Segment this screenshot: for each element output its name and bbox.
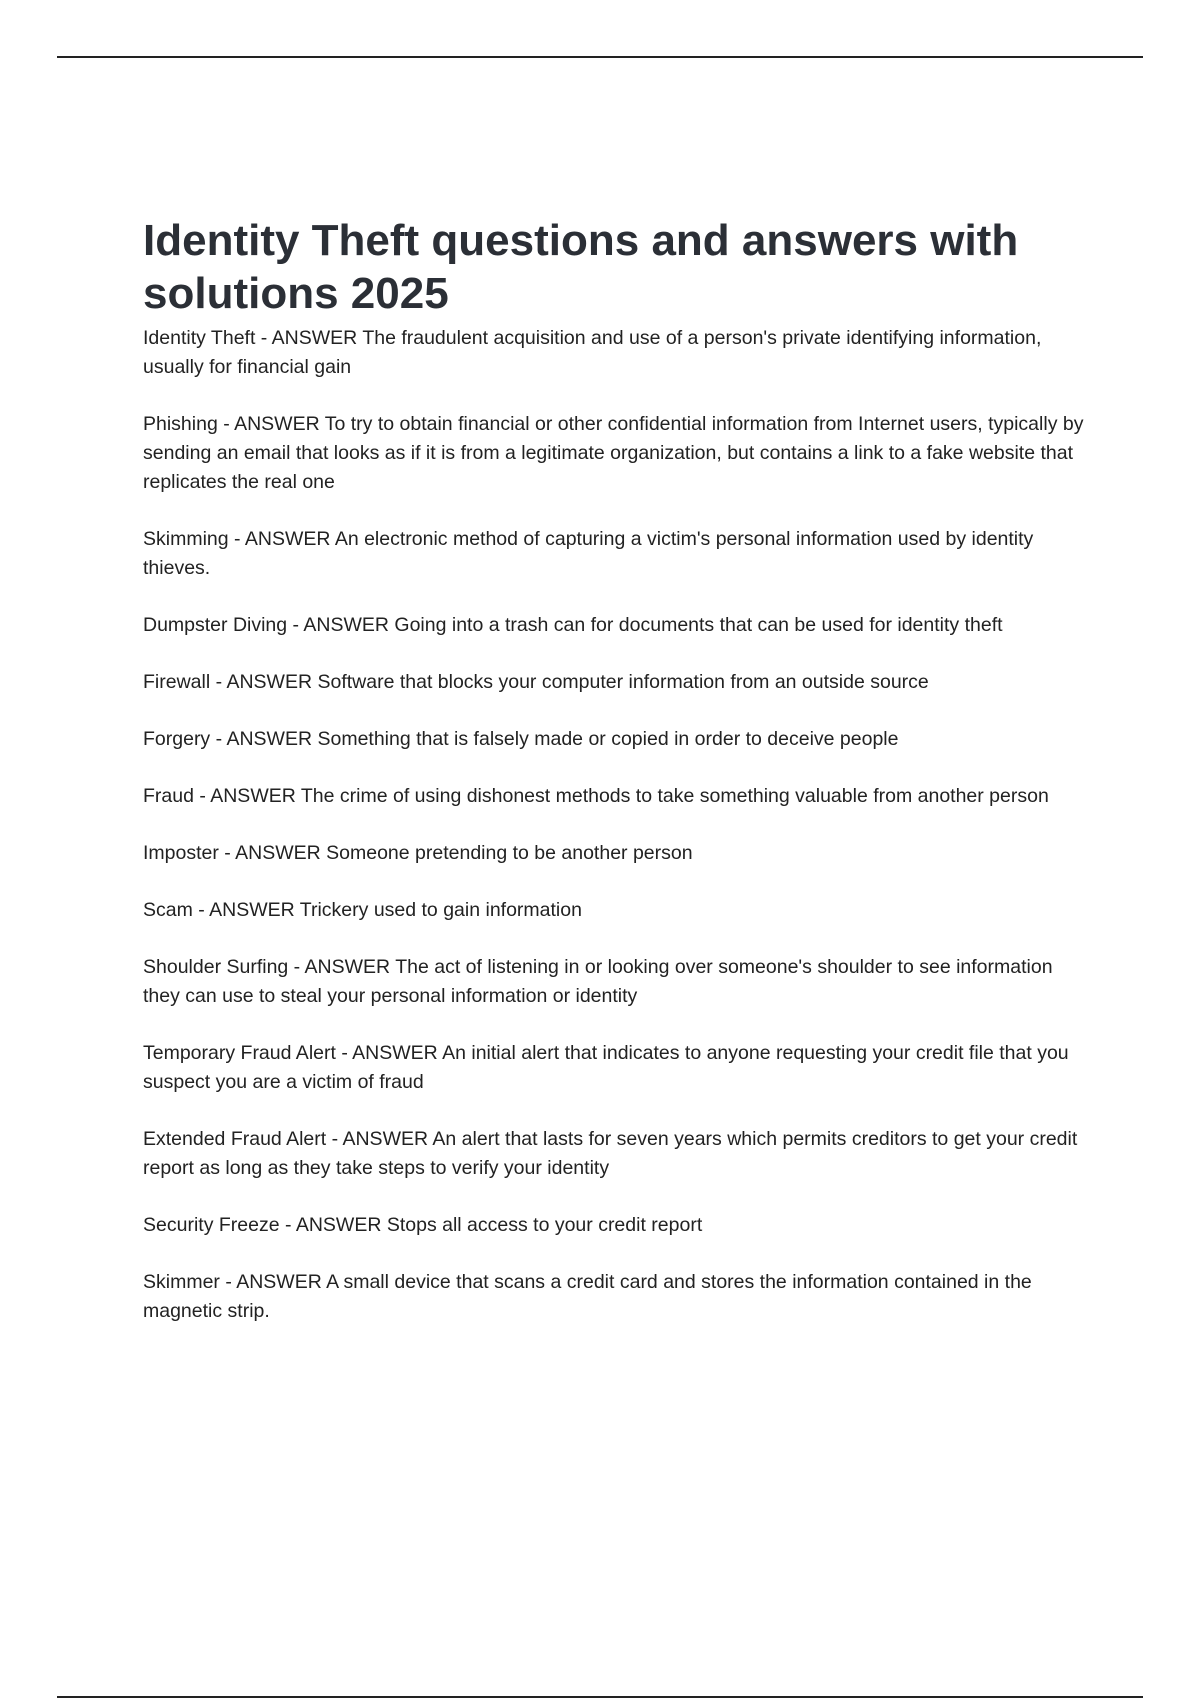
qa-answer-label: ANSWER [342,1128,429,1150]
qa-definition: A small device that scans a credit card and stores the information contained in the magnetic strip. [143,1271,1032,1322]
qa-list [143,324,1088,1326]
qa-separator: - [335,1042,353,1064]
qa-term: Skimming [143,528,229,550]
qa-term: Phishing [143,413,218,435]
document-title: Identity Theft questions and answers with solutions 2025 [143,216,1019,318]
qa-answer-label: ANSWER [236,1271,322,1293]
qa-term: Fraud [143,785,194,807]
qa-answer-label: ANSWER [352,1042,438,1064]
page-bottom-rule [57,1696,1143,1698]
qa-item [143,668,1088,697]
qa-separator: - [326,1128,343,1150]
qa-separator: - [288,956,305,978]
qa-definition: An electronic method of capturing a victim's personal information used by identity thieves. [143,528,1034,579]
qa-answer-label: ANSWER [234,413,320,435]
qa-item [143,896,1088,925]
qa-definition: An alert that lasts for seven years which permits creditors to get your credit report as long as they take steps to verify your identity [143,1128,1078,1179]
qa-answer-label: ANSWER [303,614,389,636]
qa-term: Imposter [143,842,219,864]
qa-answer-label: ANSWER [226,671,313,693]
qa-term: Shoulder Surfing [143,956,289,978]
qa-item [143,525,1088,583]
qa-answer-label: ANSWER [235,842,321,864]
qa-answer-label: ANSWER [210,785,296,807]
qa-answer-label: ANSWER [304,956,391,978]
qa-separator: - [279,1214,296,1236]
qa-definition: The act of listening in or looking over someone's shoulder to see information they can use to steal your personal information or identity [143,956,1053,1007]
document-body [143,214,1088,1354]
qa-definition: The fraudulent acquisition and use of a person's private identifying information, usually for financial gain [143,327,1042,378]
qa-separator: - [193,785,211,807]
qa-separator: - [210,728,227,750]
qa-separator: - [218,842,236,864]
qa-definition: Trickery used to gain information [299,899,582,921]
qa-item [143,839,1088,868]
qa-separator: - [228,528,245,550]
qa-term: Temporary Fraud Alert [143,1042,336,1064]
qa-definition: Stops all access to your credit report [386,1214,703,1236]
qa-separator: - [219,1271,237,1293]
qa-item [143,953,1088,1011]
qa-separator: - [255,327,272,349]
qa-answer-label: ANSWER [226,728,313,750]
qa-item [143,725,1088,754]
qa-item [143,611,1088,640]
qa-answer-label: ANSWER [244,528,331,550]
qa-separator: - [192,899,210,921]
qa-definition: The crime of using dishonest methods to take something valuable from another person [300,785,1049,807]
qa-item [143,324,1088,382]
qa-definition: Something that is falsely made or copied in order to deceive people [317,728,899,750]
qa-term: Forgery [143,728,211,750]
qa-term: Identity Theft [143,327,256,349]
qa-separator: - [217,413,235,435]
qa-term: Skimmer [143,1271,220,1293]
qa-definition: Someone pretending to be another person [326,842,693,864]
qa-term: Security Freeze [143,1214,280,1236]
page-top-rule [57,56,1143,58]
qa-item [143,782,1088,811]
qa-term: Extended Fraud Alert [143,1128,327,1150]
qa-definition: To try to obtain financial or other confidential information from Internet users, typically by sending an email that looks as if it is from a legitimate organization, but contains a link to a fake website that replicates the real one [143,413,1084,493]
qa-definition: Software that blocks your computer information from an outside source [317,671,929,693]
qa-item [143,1268,1088,1326]
qa-term: Dumpster Diving [143,614,288,636]
qa-item [143,410,1088,497]
qa-answer-label: ANSWER [295,1214,382,1236]
qa-separator: - [210,671,227,693]
qa-item [143,1039,1088,1097]
qa-term: Firewall [143,671,211,693]
qa-answer-label: ANSWER [271,327,358,349]
qa-definition: Going into a trash can for documents that can be used for identity theft [394,614,1003,636]
qa-term: Scam [143,899,193,921]
qa-item [143,1125,1088,1183]
qa-definition: An initial alert that indicates to anyone requesting your credit file that you suspect you are a victim of fraud [143,1042,1069,1093]
qa-separator: - [287,614,304,636]
qa-item [143,1211,1088,1240]
qa-answer-label: ANSWER [209,899,295,921]
